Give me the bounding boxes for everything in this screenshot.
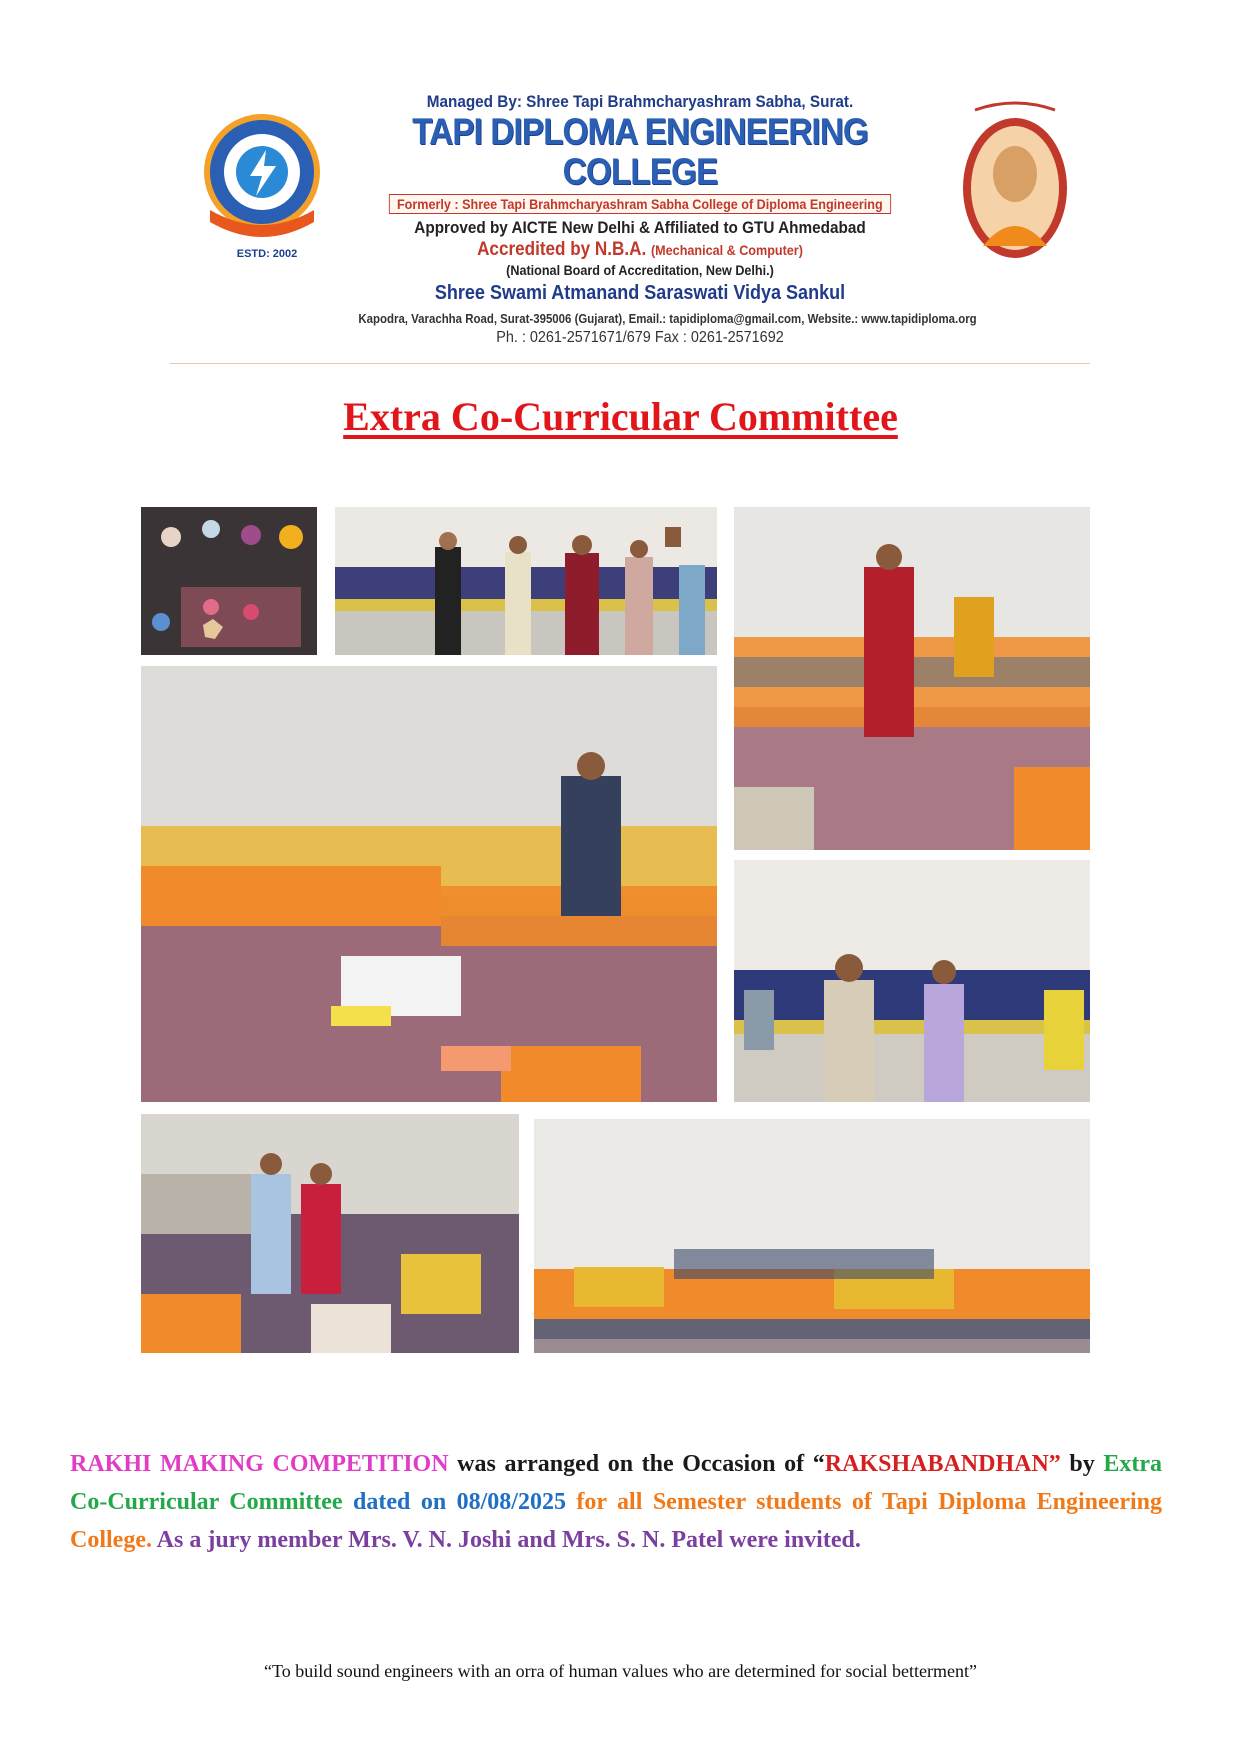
founder-seal-icon: [955, 96, 1075, 271]
letterhead: [170, 88, 1090, 363]
accredited-text: Accredited by N.B.A.: [477, 239, 647, 260]
approved-line: Approved by AICTE New Delhi & Affiliated to GTU Ahmedabad: [414, 218, 866, 237]
rakhi-display-photo-icon: [141, 507, 317, 655]
sankul-name: Shree Swami Atmanand Saraswati Vidya Sankul: [434, 282, 846, 304]
accredited-branches: (Mechanical & Computer): [650, 242, 803, 258]
managed-by: Managed By: Shree Tapi Brahmcharyashram Sabha, Surat.: [426, 92, 854, 111]
competition-name: RAKHI MAKING COMPETITION: [70, 1451, 449, 1477]
jury-stage-photo-icon: [335, 507, 717, 655]
nba-full-name: (National Board of Accreditation, New Delhi.): [506, 262, 774, 278]
phone-line: Ph. : 0261-2571671/679 Fax : 0261-2571692: [496, 329, 784, 346]
estd-label: ESTD: 2002: [236, 248, 298, 260]
college-motto: “To build sound engineers with an orra of human values who are determined for social betterment”: [263, 1661, 977, 1681]
letterhead-text: [320, 88, 977, 347]
accredited-line: [352, 239, 928, 261]
page-title: Extra Co-Curricular Committee: [343, 394, 898, 439]
participants-text: for all Semester students of Tapi Diploma Engineering College.: [70, 1489, 1162, 1553]
body-text-by: by: [1060, 1451, 1104, 1477]
college-name: TAPI DIPLOMA ENGINEERING COLLEGE: [412, 111, 868, 192]
festival-name: RAKSHABANDHAN”: [824, 1451, 1061, 1477]
event-date: dated on 08/08/2025: [342, 1489, 566, 1515]
college-logo-icon: [200, 110, 330, 260]
formerly-line: Formerly : Shree Tapi Brahmcharyashram Sabha College of Diploma Engineering: [389, 194, 891, 214]
hall-students-working-photo-icon: [141, 666, 717, 1102]
jury-inspection-photo-icon: [141, 1114, 519, 1353]
group-photo-icon: [534, 1119, 1090, 1353]
body-text-occasion: was arranged on the Occasion of “: [448, 1451, 825, 1477]
jury-text: As a jury member Mrs. V. N. Joshi and Mrs. S. N. Patel were invited.: [151, 1527, 861, 1553]
address-line: Kapodra, Varachha Road, Surat-395006 (Gujarat), Email.: tapidiploma@gmail.com, Website.: www.tapidiploma.org: [358, 311, 977, 326]
prize-distribution-photo-icon: [734, 860, 1090, 1102]
hall-jury-walk-photo-icon: [734, 507, 1090, 850]
event-description: [70, 1445, 1162, 1559]
letterhead-divider: [170, 363, 1090, 364]
committee-name: Extra Co-Curricular Committee: [70, 1451, 1162, 1515]
